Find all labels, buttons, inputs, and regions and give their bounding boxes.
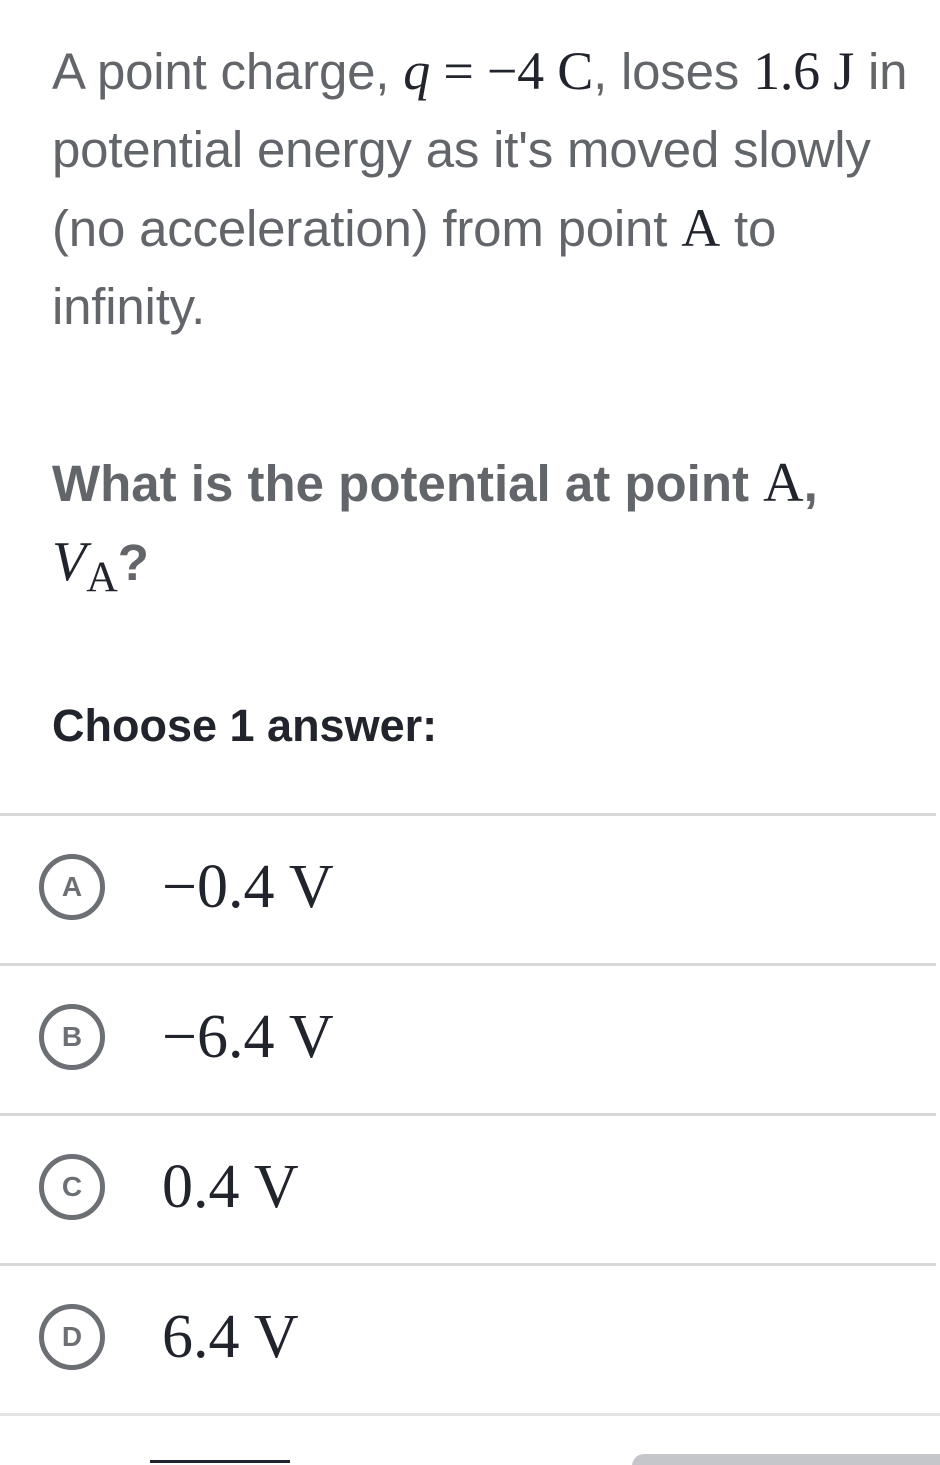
energy-value: 1.6 J [753,41,855,101]
prompt-intro: A point charge, [52,43,390,100]
equals-sign: = [430,41,487,101]
footer-cut-off-text [150,1460,290,1465]
footer-button[interactable] [632,1454,940,1465]
choice-a[interactable] [0,816,936,963]
choice-a-value: −0.4 V [162,853,334,921]
choice-c-value: 0.4 V [162,1153,299,1221]
prompt-tail: to infinity. [52,200,777,335]
question-comma: , [803,455,818,512]
answer-choices [0,813,936,1413]
potential-variable: V [52,531,87,593]
choice-d-value: 6.4 V [162,1303,299,1371]
choice-c[interactable] [0,1116,936,1263]
charge-variable: q [403,41,431,101]
charge-value: −4 C [486,41,594,101]
prompt-after-charge: , loses [593,43,740,100]
potential-subscript: A [86,552,118,601]
choice-c-radio[interactable]: C [39,1154,105,1220]
choice-b[interactable] [0,966,936,1113]
question-body: What is the potential at point [52,455,749,512]
choice-b-radio[interactable]: B [39,1004,105,1070]
question-text [52,444,912,602]
choice-b-value: −6.4 V [162,1003,334,1071]
charge-expression [403,41,593,101]
choice-d-radio[interactable]: D [39,1304,105,1370]
footer-divider [0,1413,940,1416]
choice-d[interactable] [0,1266,936,1413]
potential-symbol [52,531,118,601]
choose-answer-label: Choose 1 answer: [52,700,438,751]
problem-prompt [52,32,932,346]
point-label: A [681,198,720,258]
question-mark: ? [117,534,149,591]
prompt-after-energy: in potential energy as it's moved slowly (no acceleration) from point [52,43,908,257]
question-point: A [763,452,804,514]
choice-a-radio[interactable]: A [39,854,105,920]
